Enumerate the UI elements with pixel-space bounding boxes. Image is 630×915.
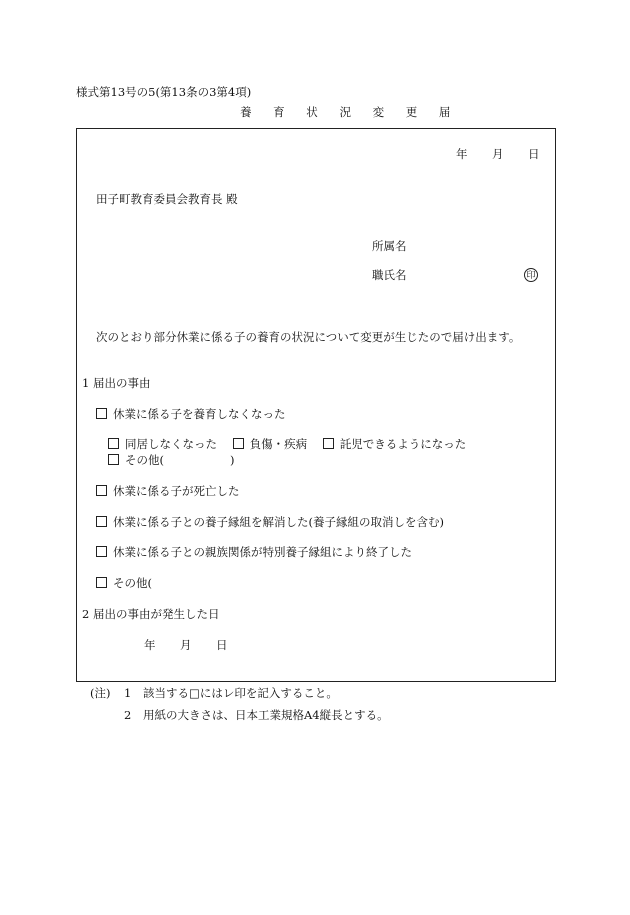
addressee: 田子町教育委員会教育長 殿 xyxy=(96,192,238,206)
occurrence-day-label: 日 xyxy=(216,638,228,652)
sub-reason-label: 託児できるようになった xyxy=(339,437,467,451)
date-year-label: 年 xyxy=(456,147,468,161)
checkbox[interactable] xyxy=(108,438,119,449)
form-id: 様式第13号の5(第13条の3第4項) xyxy=(76,85,252,99)
occurrence-year-label: 年 xyxy=(144,638,156,652)
reason-label: 休業に係る子が死亡した xyxy=(113,484,240,498)
sub-reason-label: 同居しなくなった xyxy=(125,437,217,451)
sub-reason-label: その他( xyxy=(125,453,164,467)
checkbox[interactable] xyxy=(323,438,334,449)
checkbox[interactable] xyxy=(96,408,107,419)
note-1-number: 1 xyxy=(124,686,132,700)
checkbox[interactable] xyxy=(233,438,244,449)
reason-label: 休業に係る子を養育しなくなった xyxy=(113,407,286,421)
note-1: 該当する□にはレ印を記入すること。 xyxy=(143,686,338,700)
reason-death xyxy=(96,485,240,499)
reason-not-raising xyxy=(96,408,286,422)
date-month-label: 月 xyxy=(492,147,504,161)
section1-title: 1 届出の事由 xyxy=(82,376,151,390)
reason-label: 休業に係る子との養子縁組を解消した(養子縁組の取消しを含む) xyxy=(113,515,444,529)
name-label: 職氏名 xyxy=(372,268,407,282)
affiliation-label: 所属名 xyxy=(372,239,407,253)
sub-reason-label: 負傷・疾病 xyxy=(249,437,308,451)
reason-label: 休業に係る子との親族関係が特別養子縁組により終了した xyxy=(113,545,412,559)
occurrence-month-label: 月 xyxy=(180,638,192,652)
sub-reason-other xyxy=(108,454,164,468)
checkbox[interactable] xyxy=(108,454,119,465)
seal-mark: 印 xyxy=(524,268,538,282)
section2-title: 2 届出の事由が発生した日 xyxy=(82,607,220,621)
notes-label: (注) xyxy=(90,686,111,700)
reason-special-adoption xyxy=(96,546,412,560)
checkbox[interactable] xyxy=(96,516,107,527)
reason-other xyxy=(96,577,152,591)
checkbox[interactable] xyxy=(96,485,107,496)
form-frame xyxy=(76,128,556,682)
checkbox[interactable] xyxy=(96,546,107,557)
sub-reason-other-close: ) xyxy=(230,453,235,467)
sub-reasons-row xyxy=(108,438,466,452)
form-title: 養 育 状 況 変 更 届 xyxy=(240,105,460,119)
reason-adoption-dissolved xyxy=(96,516,444,530)
date-day-label: 日 xyxy=(528,147,540,161)
note-2: 用紙の大きさは、日本工業規格A4縦長とする。 xyxy=(143,708,389,722)
note-2-number: 2 xyxy=(124,708,132,722)
checkbox[interactable] xyxy=(96,577,107,588)
intro-text: 次のとおり部分休業に係る子の養育の状況について変更が生じたので届け出ます。 xyxy=(96,330,521,344)
reason-label: その他( xyxy=(113,576,152,590)
